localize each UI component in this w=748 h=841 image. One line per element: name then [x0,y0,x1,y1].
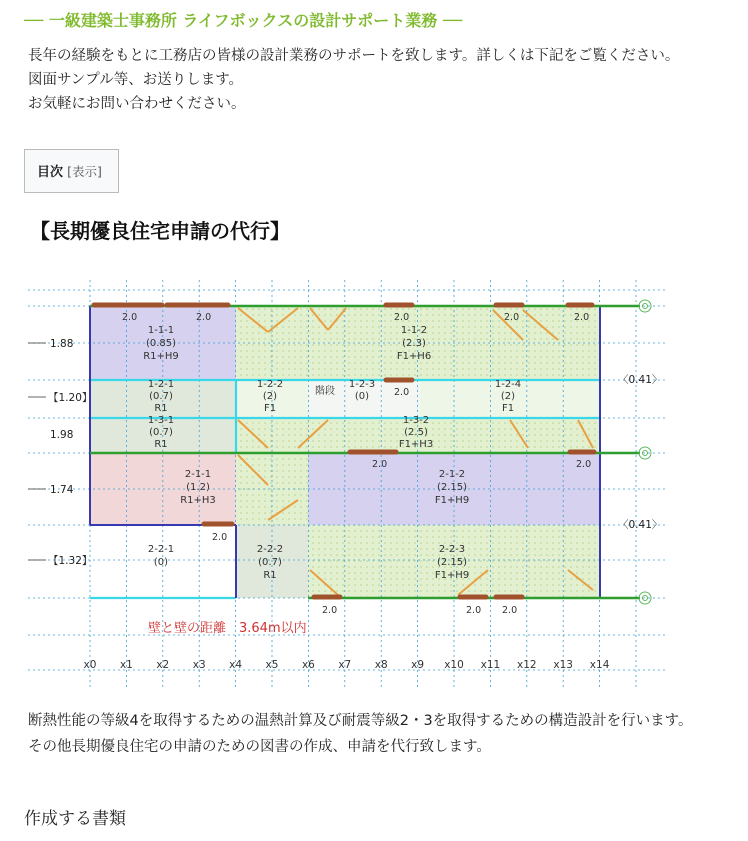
right-label: 〈0.41〉 [618,519,663,531]
wall-label: 2.0 [466,605,482,616]
x-axis-label: x14 [589,659,610,671]
x-axis-label: x2 [156,659,170,671]
wall-label: 2.0 [196,312,212,323]
x-axis-label: x8 [374,659,388,671]
wall-label: 2.0 [322,605,338,616]
zone-1-1-1 [143,325,179,362]
x-axis-label: x11 [480,659,501,671]
row-label: 1.98 [50,429,74,441]
floor-plan-diagram [28,270,676,698]
x-axis-label: x12 [517,659,537,671]
x-axis-label: x3 [192,659,206,671]
svg-text:(2.5): (2.5) [404,427,428,438]
svg-text:(0): (0) [354,391,370,402]
svg-text:(2.3): (2.3) [402,338,426,349]
zone-2-2-3 [435,544,469,581]
intro-line-2: 図面サンプル等、お送りします。 [28,72,244,88]
svg-text:1-2-2: 1-2-2 [256,379,284,390]
distance-note: 壁と壁の距離 3.64m以内 [148,621,307,636]
zone-2-1-2 [435,469,469,506]
wall-label: 2.0 [576,459,592,470]
stair-label: 階段 [315,386,335,397]
right-label: 〈0.41〉 [618,374,663,386]
svg-text:R1+H3: R1+H3 [180,495,216,506]
svg-text:R1: R1 [154,439,168,450]
section-title: 【長期優良住宅申請の代行】 [30,219,290,243]
svg-text:1-2-1: 1-2-1 [147,379,175,390]
body-paragraph-2: その他長期優良住宅の申請のための図書の作成、申請を代行致します。 [28,739,491,755]
x-axis-label: x6 [301,659,315,671]
row-label: 【1.32】 [48,555,93,567]
grid-end-markers [639,300,651,604]
svg-text:F1: F1 [263,403,277,414]
svg-text:1-2-3: 1-2-3 [348,379,376,390]
row-label: 1.88 [50,338,74,350]
svg-text:(2.15): (2.15) [436,482,468,493]
svg-text:1-1-1: 1-1-1 [147,325,175,336]
x-axis-label: x9 [411,659,425,671]
svg-text:(1.2): (1.2) [186,482,210,493]
svg-text:(0.7): (0.7) [149,391,173,402]
x-axis-label: x1 [119,659,133,671]
x-axis-label: x0 [83,659,97,671]
svg-text:1-1-2: 1-1-2 [400,325,428,336]
svg-text:2-1-2: 2-1-2 [438,469,466,480]
wall-label: 2.0 [504,312,520,323]
svg-text:R1: R1 [263,570,277,581]
intro-line-1: 長年の経験をもとに工務店の皆様の設計業務のサポートを致します。詳しくは下記をご覧ください。 [28,48,680,64]
svg-text:2-2-3: 2-2-3 [438,544,466,555]
intro-text [28,44,724,116]
svg-text:2-2-2: 2-2-2 [256,544,284,555]
page-header: ── 一級建築士事務所 ライフボックスの設計サポート業務 ── [24,11,463,30]
table-of-contents [24,149,119,193]
svg-text:(2): (2) [262,391,278,402]
row-label: 【1.20】 [48,392,93,404]
wall-label: 2.0 [502,605,518,616]
x-axis-label: x10 [444,659,464,671]
svg-text:F1+H9: F1+H9 [434,570,470,581]
x-axis-label: x5 [265,659,279,671]
wall-label: 2.0 [122,312,138,323]
svg-text:(0.85): (0.85) [145,338,177,349]
svg-text:F1+H3: F1+H3 [398,439,434,450]
svg-text:2-2-1: 2-2-1 [147,544,175,555]
wall-label: 2.0 [394,387,410,398]
body-text [28,708,724,760]
wall-label: 2.0 [372,459,388,470]
row-labels [28,338,92,567]
wall-label: 2.0 [574,312,590,323]
svg-text:F1+H9: F1+H9 [434,495,470,506]
svg-text:1-2-4: 1-2-4 [494,379,522,390]
x-axis-labels [84,659,610,671]
svg-text:2-1-1: 2-1-1 [184,469,212,480]
svg-text:(2): (2) [500,391,516,402]
documents-heading: 作成する書類 [24,809,126,829]
svg-text:R1+H9: R1+H9 [143,351,179,362]
body-paragraph-1: 断熱性能の等級4を取得するための温熱計算及び耐震等級2・3を取得するための構造設計を行います。 [28,713,693,729]
toc-toggle-link[interactable]: [表示] [67,164,102,179]
svg-text:1-3-2: 1-3-2 [402,415,430,426]
svg-text:1-3-1: 1-3-1 [147,415,175,426]
svg-text:F1+H6: F1+H6 [396,351,432,362]
svg-text:(0.7): (0.7) [258,557,282,568]
x-axis-label: x7 [338,659,352,671]
x-axis-label: x4 [229,659,243,671]
row-label: 1.74 [50,484,74,496]
svg-text:(0.7): (0.7) [149,427,173,438]
svg-text:(0): (0) [153,557,169,568]
zone-2-2-1 [148,544,174,568]
svg-text:(2.15): (2.15) [436,557,468,568]
x-axis-label: x13 [553,659,573,671]
wall-label: 2.0 [394,312,410,323]
wall-label: 2.0 [212,532,228,543]
toc-label: 目次 [37,165,64,180]
intro-line-3: お気軽にお問い合わせください。 [28,96,246,112]
svg-text:R1: R1 [154,403,168,414]
svg-text:F1: F1 [501,403,515,414]
